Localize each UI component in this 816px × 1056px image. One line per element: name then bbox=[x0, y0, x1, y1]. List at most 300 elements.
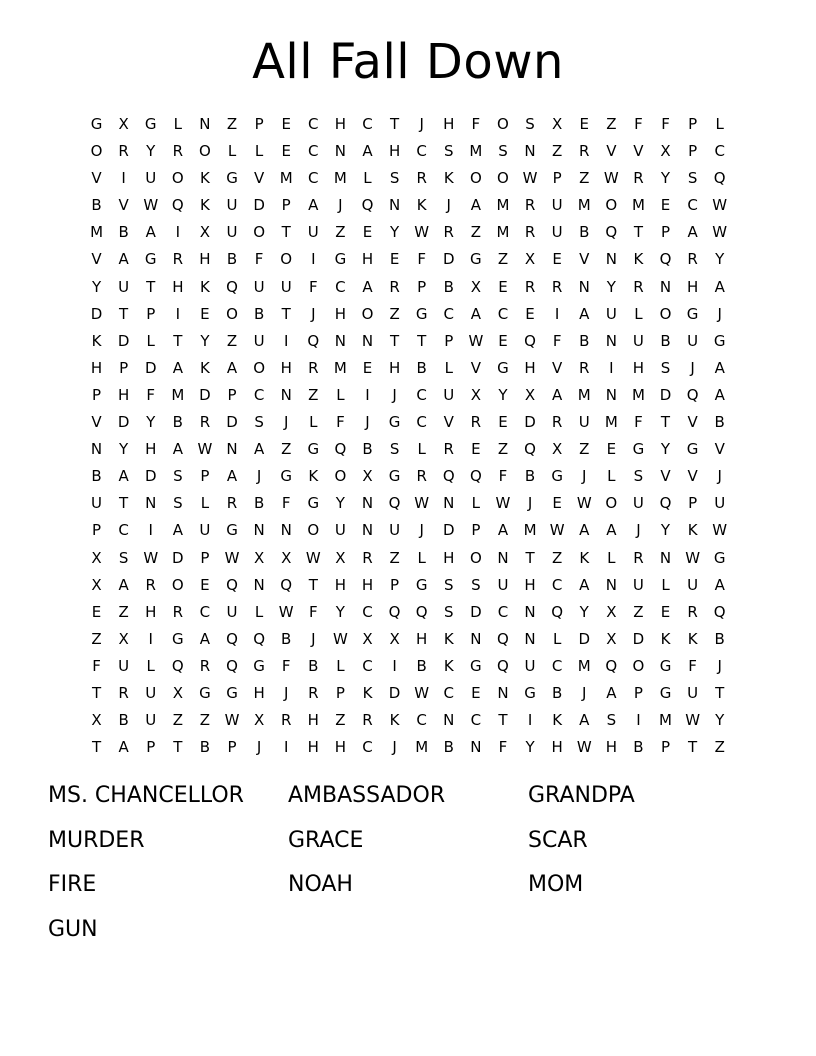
grid-letter: U bbox=[145, 711, 157, 730]
grid-letter: I bbox=[148, 629, 153, 648]
grid-letter: T bbox=[688, 738, 698, 757]
grid-letter: S bbox=[471, 575, 481, 594]
grid-letter: J bbox=[582, 683, 587, 702]
grid-letter: S bbox=[606, 711, 617, 730]
grid-letter: B bbox=[416, 656, 427, 675]
grid-letter: X bbox=[470, 385, 481, 404]
grid-letter: F bbox=[688, 656, 697, 675]
grid-letter: X bbox=[606, 629, 617, 648]
grid-letter: F bbox=[281, 494, 291, 513]
grid-letter: Y bbox=[606, 277, 616, 296]
grid-letter: G bbox=[659, 683, 672, 702]
grid-row bbox=[83, 382, 733, 409]
grid-letter: J bbox=[446, 196, 451, 215]
grid-letter: S bbox=[173, 467, 183, 486]
grid-letter: A bbox=[579, 521, 590, 540]
grid-letter: A bbox=[714, 358, 725, 377]
grid-letter: N bbox=[605, 250, 617, 269]
grid-letter: F bbox=[308, 602, 318, 621]
grid-letter: A bbox=[470, 196, 481, 215]
grid-letter: D bbox=[172, 548, 184, 567]
grid-letter: O bbox=[199, 142, 211, 161]
grid-letter: Y bbox=[335, 602, 345, 621]
grid-letter: N bbox=[334, 142, 346, 161]
grid-letter: R bbox=[172, 142, 184, 161]
grid-letter: Q bbox=[713, 602, 726, 621]
grid-letter: Y bbox=[660, 169, 671, 188]
grid-letter: X bbox=[91, 711, 102, 730]
grid-letter: Q bbox=[605, 223, 618, 242]
grid-letter: D bbox=[226, 413, 238, 432]
grid-letter: F bbox=[281, 656, 291, 675]
grid-letter: R bbox=[524, 196, 536, 215]
grid-letter: P bbox=[200, 548, 210, 567]
grid-letter: S bbox=[633, 467, 644, 486]
grid-letter: Q bbox=[659, 494, 672, 513]
grid-letter: R bbox=[362, 548, 373, 567]
grid-letter: B bbox=[714, 413, 725, 432]
grid-letter: W bbox=[603, 169, 619, 188]
grid-letter: Q bbox=[253, 629, 266, 648]
grid-letter: C bbox=[308, 115, 319, 133]
grid-letter: N bbox=[361, 494, 374, 513]
grid-letter: C bbox=[253, 385, 265, 404]
grid-row bbox=[83, 572, 733, 599]
grid-letter: N bbox=[605, 385, 617, 404]
grid-letter: W bbox=[522, 169, 538, 188]
grid-letter: T bbox=[660, 413, 671, 432]
grid-letter: V bbox=[91, 250, 102, 269]
grid-letter: T bbox=[119, 304, 129, 323]
grid-letter: X bbox=[91, 548, 102, 567]
grid-letter: N bbox=[253, 575, 265, 594]
grid-letter: O bbox=[171, 169, 184, 188]
grid-letter: Q bbox=[686, 385, 699, 404]
grid-letter: A bbox=[226, 467, 238, 486]
grid-letter: Q bbox=[659, 250, 672, 269]
word-list-item: MS. CHANCELLOR bbox=[48, 783, 244, 808]
grid-letter: C bbox=[551, 575, 563, 594]
grid-letter: I bbox=[554, 304, 560, 323]
grid-letter: X bbox=[118, 115, 129, 133]
grid-letter: I bbox=[175, 304, 181, 323]
grid-letter: Q bbox=[605, 656, 618, 675]
grid-letter: U bbox=[687, 331, 699, 350]
grid-letter: T bbox=[146, 277, 156, 296]
grid-letter: X bbox=[524, 250, 536, 269]
grid-letter: C bbox=[497, 602, 509, 621]
grid-letter: C bbox=[416, 413, 427, 432]
grid-letter: X bbox=[281, 548, 292, 567]
grid-letter: J bbox=[419, 115, 424, 133]
grid-letter: C bbox=[308, 142, 319, 161]
grid-letter: D bbox=[442, 250, 455, 269]
grid-letter: C bbox=[687, 196, 698, 215]
grid-letter: B bbox=[443, 277, 454, 296]
grid-letter: Y bbox=[91, 277, 102, 296]
grid-letter: N bbox=[497, 548, 509, 567]
grid-letter: N bbox=[90, 440, 103, 459]
grid-letter: Q bbox=[334, 440, 347, 459]
grid-letter: L bbox=[200, 494, 210, 513]
grid-letter: K bbox=[362, 683, 373, 702]
grid-letter: U bbox=[145, 169, 157, 188]
grid-letter: H bbox=[361, 575, 374, 594]
grid-letter: W bbox=[332, 629, 348, 648]
grid-letter: G bbox=[713, 548, 726, 567]
grid-letter: N bbox=[443, 494, 455, 513]
grid-letter: G bbox=[686, 440, 699, 459]
grid-letter: P bbox=[254, 115, 264, 133]
grid-letter: B bbox=[118, 223, 129, 242]
grid-letter: Q bbox=[442, 467, 455, 486]
grid-letter: U bbox=[307, 223, 319, 242]
grid-letter: T bbox=[281, 223, 291, 242]
grid-row bbox=[83, 165, 733, 192]
grid-letter: D bbox=[90, 304, 103, 323]
grid-letter: U bbox=[253, 331, 265, 350]
grid-letter: P bbox=[146, 304, 156, 323]
grid-letter: C bbox=[443, 304, 454, 323]
grid-letter: B bbox=[308, 656, 319, 675]
grid-letter: F bbox=[634, 413, 643, 432]
grid-letter: R bbox=[687, 602, 698, 621]
grid-letter: D bbox=[117, 331, 130, 350]
grid-letter: P bbox=[200, 467, 210, 486]
grid-letter: L bbox=[227, 142, 237, 161]
grid-letter: O bbox=[334, 467, 347, 486]
grid-letter: Z bbox=[552, 142, 563, 161]
grid-letter: Z bbox=[281, 440, 292, 459]
grid-letter: G bbox=[226, 521, 238, 540]
grid-letter: Z bbox=[579, 169, 590, 188]
grid-letter: R bbox=[579, 142, 590, 161]
grid-letter: W bbox=[414, 494, 430, 513]
grid-letter: R bbox=[280, 711, 292, 730]
grid-letter: N bbox=[524, 602, 536, 621]
grid-letter: B bbox=[226, 250, 238, 269]
grid-letter: R bbox=[524, 223, 536, 242]
grid-letter: J bbox=[419, 521, 424, 540]
grid-letter: Q bbox=[524, 331, 536, 350]
grid-letter: G bbox=[415, 575, 428, 594]
grid-letter: U bbox=[226, 223, 238, 242]
grid-letter: G bbox=[307, 494, 320, 513]
grid-letter: H bbox=[551, 738, 563, 757]
grid-letter: X bbox=[660, 142, 671, 161]
grid-letter: V bbox=[714, 440, 725, 459]
word-list-item: GRANDPA bbox=[528, 783, 635, 808]
grid-letter: B bbox=[281, 629, 292, 648]
grid-letter: C bbox=[470, 711, 482, 730]
grid-letter: U bbox=[253, 277, 265, 296]
grid-letter: G bbox=[199, 683, 211, 702]
grid-letter: K bbox=[308, 467, 319, 486]
grid-letter: H bbox=[334, 575, 347, 594]
grid-letter: F bbox=[498, 467, 508, 486]
grid-letter: Z bbox=[226, 115, 238, 133]
grid-letter: A bbox=[253, 440, 265, 459]
grid-letter: K bbox=[552, 711, 563, 730]
grid-letter: Q bbox=[171, 656, 184, 675]
grid-letter: S bbox=[498, 142, 508, 161]
grid-letter: U bbox=[551, 196, 563, 215]
word-list-item: NOAH bbox=[288, 872, 353, 897]
grid-letter: Y bbox=[579, 602, 589, 621]
grid-letter: V bbox=[253, 169, 265, 188]
grid-letter: V bbox=[443, 413, 454, 432]
grid-letter: N bbox=[145, 494, 157, 513]
grid-letter: M bbox=[577, 385, 591, 404]
grid-letter: T bbox=[91, 683, 102, 702]
grid-letter: G bbox=[144, 115, 157, 133]
grid-letter: R bbox=[145, 575, 156, 594]
grid-letter: E bbox=[552, 250, 562, 269]
grid-letter: Q bbox=[171, 196, 184, 215]
grid-letter: V bbox=[470, 358, 481, 377]
grid-letter: B bbox=[172, 413, 183, 432]
grid-letter: M bbox=[496, 196, 510, 215]
grid-letter: B bbox=[524, 467, 536, 486]
grid-letter: W bbox=[143, 548, 159, 567]
grid-letter: R bbox=[633, 277, 644, 296]
grid-letter: D bbox=[578, 629, 591, 648]
grid-letter: O bbox=[659, 304, 672, 323]
grid-letter: U bbox=[226, 602, 238, 621]
grid-letter: W bbox=[712, 521, 728, 540]
grid-letter: V bbox=[606, 142, 617, 161]
grid-letter: M bbox=[604, 413, 618, 432]
grid-letter: Q bbox=[226, 277, 238, 296]
grid-letter: G bbox=[388, 413, 401, 432]
grid-letter: Q bbox=[497, 629, 509, 648]
grid-letter: E bbox=[471, 683, 481, 702]
grid-letter: E bbox=[498, 331, 508, 350]
grid-letter: W bbox=[685, 548, 701, 567]
grid-row bbox=[83, 707, 733, 734]
grid-letter: N bbox=[361, 331, 374, 350]
grid-letter: A bbox=[714, 385, 725, 404]
grid-letter: A bbox=[470, 304, 481, 323]
grid-letter: P bbox=[552, 169, 562, 188]
grid-letter: L bbox=[661, 575, 670, 594]
grid-letter: S bbox=[444, 142, 454, 161]
grid-letter: O bbox=[253, 223, 266, 242]
grid-row bbox=[83, 680, 733, 707]
grid-row bbox=[83, 599, 733, 626]
grid-letter: H bbox=[334, 304, 347, 323]
grid-letter: N bbox=[605, 575, 617, 594]
grid-letter: L bbox=[336, 656, 345, 675]
grid-letter: A bbox=[606, 683, 617, 702]
grid-letter: H bbox=[118, 385, 130, 404]
grid-letter: O bbox=[605, 494, 618, 513]
grid-letter: W bbox=[224, 548, 240, 567]
grid-letter: B bbox=[579, 331, 590, 350]
grid-letter: C bbox=[551, 656, 563, 675]
grid-letter: E bbox=[389, 250, 400, 269]
grid-letter: S bbox=[118, 548, 129, 567]
grid-letter: U bbox=[334, 521, 346, 540]
grid-letter: L bbox=[634, 304, 643, 323]
grid-letter: R bbox=[579, 358, 590, 377]
grid-letter: W bbox=[305, 548, 321, 567]
grid-letter: V bbox=[660, 467, 671, 486]
grid-letter: V bbox=[118, 196, 129, 215]
grid-letter: B bbox=[91, 467, 102, 486]
grid-letter: C bbox=[362, 602, 373, 621]
grid-letter: H bbox=[334, 738, 347, 757]
grid-letter: B bbox=[551, 683, 563, 702]
grid-letter: K bbox=[443, 629, 454, 648]
grid-letter: Q bbox=[415, 602, 428, 621]
grid-letter: S bbox=[444, 602, 454, 621]
grid-row bbox=[83, 301, 733, 328]
grid-letter: N bbox=[280, 385, 292, 404]
grid-letter: U bbox=[687, 683, 699, 702]
grid-letter: Q bbox=[226, 575, 238, 594]
grid-letter: W bbox=[197, 440, 213, 459]
grid-letter: R bbox=[687, 250, 698, 269]
grid-letter: I bbox=[283, 738, 289, 757]
grid-letter: N bbox=[361, 521, 374, 540]
grid-row bbox=[83, 409, 733, 436]
grid-letter: K bbox=[200, 277, 210, 296]
word-list-item: SCAR bbox=[528, 827, 588, 853]
grid-letter: X bbox=[362, 467, 373, 486]
grid-letter: G bbox=[686, 304, 699, 323]
grid-letter: L bbox=[254, 602, 264, 621]
grid-letter: X bbox=[253, 548, 265, 567]
grid-letter: J bbox=[283, 413, 289, 432]
grid-letter: H bbox=[388, 358, 401, 377]
grid-letter: K bbox=[687, 521, 698, 540]
grid-letter: C bbox=[308, 169, 319, 188]
grid-letter: L bbox=[607, 467, 616, 486]
grid-letter: R bbox=[551, 277, 563, 296]
grid-letter: N bbox=[253, 521, 265, 540]
word-list bbox=[48, 778, 768, 956]
grid-letter: Z bbox=[470, 223, 481, 242]
grid-letter: T bbox=[417, 331, 427, 350]
grid-letter: P bbox=[688, 115, 698, 133]
grid-letter: I bbox=[283, 331, 289, 350]
grid-letter: J bbox=[690, 358, 695, 377]
grid-letter: Z bbox=[714, 738, 725, 757]
grid-letter: Y bbox=[119, 440, 129, 459]
grid-letter: O bbox=[171, 575, 184, 594]
grid-letter: A bbox=[145, 223, 156, 242]
grid-letter: U bbox=[145, 683, 157, 702]
grid-letter: V bbox=[633, 142, 644, 161]
grid-letter: X bbox=[172, 683, 183, 702]
grid-letter: K bbox=[200, 196, 210, 215]
grid-letter: X bbox=[524, 385, 536, 404]
grid-letter: L bbox=[607, 548, 616, 567]
grid-letter: B bbox=[579, 223, 590, 242]
grid-letter: T bbox=[389, 331, 400, 350]
grid-letter: F bbox=[498, 738, 508, 757]
grid-letter: U bbox=[551, 223, 563, 242]
grid-row bbox=[83, 734, 733, 761]
grid-letter: B bbox=[660, 331, 671, 350]
grid-letter: V bbox=[552, 358, 563, 377]
word-list-item: MURDER bbox=[48, 827, 145, 853]
grid-letter: Z bbox=[308, 385, 319, 404]
grid-letter: U bbox=[389, 521, 401, 540]
grid-letter: C bbox=[497, 304, 509, 323]
grid-letter: I bbox=[365, 385, 370, 404]
grid-letter: I bbox=[527, 711, 533, 730]
grid-letter: Y bbox=[146, 413, 156, 432]
grid-letter: B bbox=[253, 494, 265, 513]
grid-letter: K bbox=[416, 196, 427, 215]
grid-letter: O bbox=[226, 304, 238, 323]
grid-letter: U bbox=[632, 494, 644, 513]
grid-letter: H bbox=[361, 250, 374, 269]
grid-letter: A bbox=[118, 575, 129, 594]
grid-letter: C bbox=[714, 142, 725, 161]
word-list-item: GRACE bbox=[288, 827, 364, 853]
grid-letter: M bbox=[90, 223, 104, 242]
grid-letter: T bbox=[389, 115, 400, 133]
grid-letter: I bbox=[609, 358, 614, 377]
grid-letter: H bbox=[605, 738, 617, 757]
grid-letter: X bbox=[470, 277, 481, 296]
grid-letter: O bbox=[90, 142, 103, 161]
grid-letter: A bbox=[362, 277, 373, 296]
grid-letter: R bbox=[524, 277, 536, 296]
grid-letter: A bbox=[552, 385, 563, 404]
grid-letter: H bbox=[334, 115, 347, 133]
grid-letter: Z bbox=[389, 548, 400, 567]
grid-letter: F bbox=[146, 385, 156, 404]
grid-letter: X bbox=[253, 711, 265, 730]
grid-letter: F bbox=[471, 115, 481, 133]
grid-letter: Z bbox=[226, 331, 238, 350]
grid-letter: F bbox=[308, 277, 318, 296]
grid-letter: P bbox=[471, 521, 481, 540]
grid-letter: S bbox=[525, 115, 535, 133]
grid-letter: T bbox=[308, 575, 318, 594]
grid-letter: U bbox=[199, 521, 211, 540]
grid-letter: S bbox=[687, 169, 698, 188]
grid-letter: N bbox=[334, 331, 346, 350]
grid-letter: B bbox=[362, 440, 373, 459]
grid-letter: J bbox=[256, 738, 262, 757]
grid-letter: X bbox=[389, 629, 400, 648]
grid-letter: N bbox=[524, 629, 536, 648]
grid-letter: Z bbox=[579, 440, 590, 459]
grid-letter: T bbox=[281, 304, 291, 323]
grid-letter: N bbox=[524, 142, 536, 161]
grid-letter: O bbox=[307, 521, 320, 540]
grid-letter: R bbox=[551, 413, 563, 432]
grid-letter: C bbox=[335, 277, 346, 296]
grid-letter: E bbox=[281, 142, 291, 161]
grid-letter: R bbox=[118, 142, 129, 161]
grid-letter: A bbox=[172, 440, 183, 459]
grid-letter: Y bbox=[389, 223, 400, 242]
grid-letter: D bbox=[470, 602, 482, 621]
grid-letter: Q bbox=[469, 467, 482, 486]
grid-letter: A bbox=[579, 711, 590, 730]
grid-letter: E bbox=[281, 115, 291, 133]
grid-letter: A bbox=[579, 304, 590, 323]
grid-letter: I bbox=[175, 223, 181, 242]
grid-letter: H bbox=[307, 738, 319, 757]
grid-letter: O bbox=[280, 250, 293, 269]
